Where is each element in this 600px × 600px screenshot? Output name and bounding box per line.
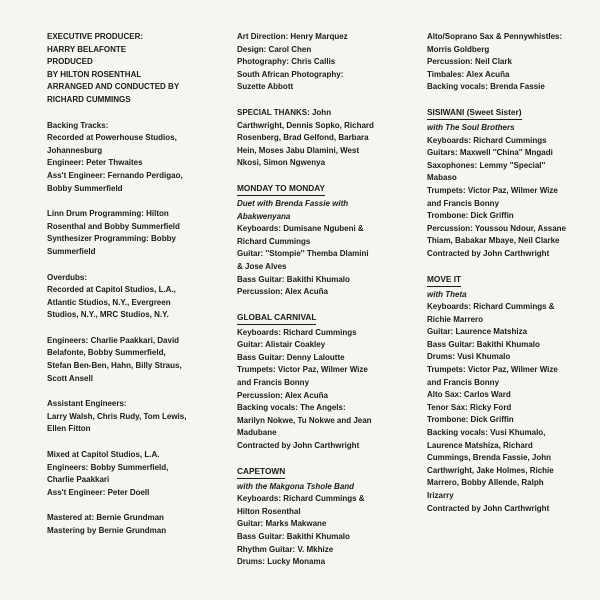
credit-line: BY HILTON ROSENTHAL <box>47 69 142 79</box>
credit-line: Atlantic Studios, N.Y., Evergreen <box>47 297 171 307</box>
credit-line: Percussion: Neil Clark <box>427 57 512 67</box>
credit-line: Carthwright, Jake Holmes, Richie <box>427 465 554 475</box>
featuring-line: with Theta <box>427 289 467 299</box>
credit-line: Stefan Ben-Ben, Hahn, Billy Straus, <box>47 361 182 371</box>
credit-line: Keyboards: Richard Cummings <box>427 135 547 145</box>
credit-line: Alto/Soprano Sax & Pennywhistles: <box>427 32 563 41</box>
credit-line: PRODUCED <box>47 57 93 67</box>
credit-line: Overdubs: <box>47 272 88 282</box>
credit-line: EXECUTIVE PRODUCER: <box>47 32 144 41</box>
credit-line: Rosenberg, Brad Gelfond, Barbara <box>237 133 369 143</box>
credit-line: Guitar: Laurence Matshiza <box>427 327 528 337</box>
credit-line: and Francis Bonny <box>237 378 310 388</box>
credit-line: Charlie Paakkari <box>47 475 110 485</box>
credit-line: SPECIAL THANKS: John <box>237 107 332 117</box>
credit-line: Design: Carol Chen <box>237 44 312 54</box>
credit-line: & Jose Alves <box>237 261 287 271</box>
credit-line: Engineers: Bobby Summerfield, <box>47 462 169 472</box>
credit-line: Keyboards: Richard Cummings <box>237 327 357 337</box>
credits-paragraph <box>47 31 232 107</box>
credit-line: Assistant Engineers: <box>47 399 127 409</box>
credit-line: Trombone: Dick Griffin <box>427 415 514 425</box>
credits-paragraph <box>47 398 232 436</box>
credit-line: South African Photography: <box>237 69 344 79</box>
credit-line: Morris Goldberg <box>427 44 490 54</box>
credits-paragraph <box>47 449 232 499</box>
song-credits-section <box>237 466 422 569</box>
credit-line: RICHARD CUMMINGS <box>47 94 131 104</box>
credit-line: Backing vocals: Brenda Fassie <box>427 82 545 92</box>
credit-line: Photography: Chris Callis <box>237 57 336 67</box>
credit-line: Keyboards: Richard Cummings & <box>237 494 365 504</box>
credit-line: Trombone: Dick Griffin <box>427 211 514 221</box>
credit-line: Ass't Engineer: Fernando Perdigao, <box>47 170 183 180</box>
credit-line: Bass Guitar: Bakithi Khumalo <box>427 339 540 349</box>
song-title: CAPETOWN <box>237 466 285 479</box>
credit-line: Backing Tracks: <box>47 120 109 130</box>
featuring-line: Duet with Brenda Fassie with <box>237 198 349 208</box>
credit-line: Ass't Engineer: Peter Doell <box>47 487 150 497</box>
credit-line: Art Direction: Henry Marquez <box>237 32 348 41</box>
credit-line: Summerfield <box>47 246 96 256</box>
song-credits-section <box>427 274 600 516</box>
credits-paragraph <box>237 31 422 94</box>
credit-line: Studios, N.Y., MRC Studios, N.Y. <box>47 310 169 320</box>
song-credits-section <box>237 312 422 453</box>
credit-line: Carthwright, Dennis Sopko, Richard <box>237 120 374 130</box>
credit-line: Guitar: Marks Makwane <box>237 519 327 529</box>
credits-paragraph <box>47 272 232 322</box>
credit-line: Guitar: ''Stompie'' Themba Dlamini <box>237 249 369 259</box>
credit-line: Suzette Abbott <box>237 82 294 92</box>
credit-line: and Francis Bonny <box>427 377 500 387</box>
credits-paragraph <box>47 335 232 385</box>
credits-paragraph <box>237 107 422 170</box>
credit-line: Mixed at Capitol Studios, L.A. <box>47 450 160 460</box>
credit-line: Guitar: Alistair Coakley <box>237 340 326 350</box>
credit-line: Bass Guitar: Bakithi Khumalo <box>237 274 350 284</box>
featuring-line: with The Soul Brothers <box>427 122 515 132</box>
credit-line: Engineers: Charlie Paakkari, David <box>47 335 180 345</box>
credit-line: Bass Guitar: Bakithi Khumalo <box>237 532 350 541</box>
credit-line: Recorded at Powerhouse Studios, <box>47 133 177 143</box>
featuring-line: Abakwenyana <box>237 211 291 221</box>
credit-line: Synthesizer Programming: Bobby <box>47 234 176 244</box>
credit-line: Tenor Sax: Ricky Ford <box>427 402 512 412</box>
credit-line: and Francis Bonny <box>427 198 500 208</box>
credit-line: ARRANGED AND CONDUCTED BY <box>47 82 180 92</box>
credit-line: Recorded at Capitol Studios, L.A., <box>47 285 176 295</box>
credits-column-1 <box>47 31 232 551</box>
credit-line: Ellen Fitton <box>47 424 91 434</box>
credit-line: Mabaso <box>427 173 457 183</box>
credits-paragraph <box>427 31 600 94</box>
credit-line: Rosenthal and Bobby Summerfield <box>47 221 180 231</box>
credit-line: Scott Ansell <box>47 373 93 383</box>
credit-line: Marrero, Bobby Allende, Ralph <box>427 478 544 488</box>
credits-paragraph <box>47 512 232 537</box>
credit-line: Trumpets: Victor Paz, Wilmer Wize <box>427 365 558 375</box>
credit-line: Keyboards: Richard Cummings & <box>427 302 555 312</box>
credit-line: Richard Cummings <box>237 236 311 246</box>
credit-line: Backing vocals: Vusi Khumalo, <box>427 428 546 438</box>
credit-line: Keyboards: Dumisane Ngubeni & <box>237 224 364 234</box>
credit-line: Drums: Vusi Khumalo <box>427 352 511 362</box>
credit-line: Rhythm Guitar: V. Mkhize <box>237 544 334 554</box>
credit-line: Marilyn Nokwe, Tu Nokwe and Jean <box>237 415 372 425</box>
credit-line: Belafonte, Bobby Summerfield, <box>47 348 166 358</box>
credit-line: Irizarry <box>427 491 454 500</box>
credit-line: Contracted by John Carthwright <box>237 441 360 451</box>
credits-paragraph <box>47 208 232 258</box>
credits-column-2 <box>237 31 422 582</box>
credit-line: Thiam, Babakar Mbaye, Neil Clarke <box>427 236 560 246</box>
credit-line: Nkosi, Simon Ngwenya <box>237 158 326 168</box>
credit-line: Saxophones: Lemmy ''Special'' <box>427 160 546 170</box>
credit-line: Hein, Moses Jabu Dlamini, West <box>237 145 360 155</box>
credit-line: HARRY BELAFONTE <box>47 44 127 54</box>
credit-line: Mastering by Bernie Grundman <box>47 526 167 535</box>
song-title: GLOBAL CARNIVAL <box>237 312 316 325</box>
credit-line: Trumpets: Victor Paz, Wilmer Wize <box>427 185 558 195</box>
credit-line: Contracted by John Carthwright <box>427 503 550 513</box>
credit-line: Larry Walsh, Chris Rudy, Tom Lewis, <box>47 411 187 421</box>
credit-line: Timbales: Alex Acuña <box>427 69 510 79</box>
credit-line: Richie Marrero <box>427 314 484 324</box>
credit-line: Alto Sax: Carlos Ward <box>427 390 511 400</box>
credit-line: Backing vocals: The Angels: <box>237 403 346 413</box>
song-title: SISIWANI (Sweet Sister) <box>427 107 522 120</box>
credit-line: Linn Drum Programming: Hilton <box>47 209 169 219</box>
credits-paragraph <box>47 120 232 196</box>
credit-line: Drums: Lucky Monama <box>237 557 326 567</box>
credit-line: Cummings, Brenda Fassie, John <box>427 453 552 463</box>
credit-line: Hilton Rosenthal <box>237 506 301 516</box>
song-credits-section <box>427 107 600 261</box>
featuring-line: with the Makgona Tshole Band <box>237 481 355 491</box>
credit-line: Bass Guitar: Denny Laloutte <box>237 352 345 362</box>
song-title: MOVE IT <box>427 274 461 287</box>
credit-line: Percussion: Youssou Ndour, Assane <box>427 223 566 233</box>
credit-line: Mastered at: Bernie Grundman <box>47 513 164 523</box>
credit-line: Madubane <box>237 428 277 438</box>
credit-line: Guitars: Maxwell ''China'' Mngadi <box>427 148 553 158</box>
song-credits-section <box>237 183 422 299</box>
song-title: MONDAY TO MONDAY <box>237 183 325 196</box>
credit-line: Percussion: Alex Acuña <box>237 287 328 297</box>
credit-line: Contracted by John Carthwright <box>427 248 550 258</box>
credit-line: Trumpets: Victor Paz, Wilmer Wize <box>237 365 368 375</box>
credit-line: Johannesburg <box>47 145 103 155</box>
credit-line: Bobby Summerfield <box>47 183 123 193</box>
credit-line: Laurence Matshiza, Richard <box>427 440 533 450</box>
credit-line: Engineer: Peter Thwaites <box>47 158 143 168</box>
credit-line: Percussion: Alex Acuña <box>237 390 328 400</box>
credits-column-3 <box>427 31 600 528</box>
